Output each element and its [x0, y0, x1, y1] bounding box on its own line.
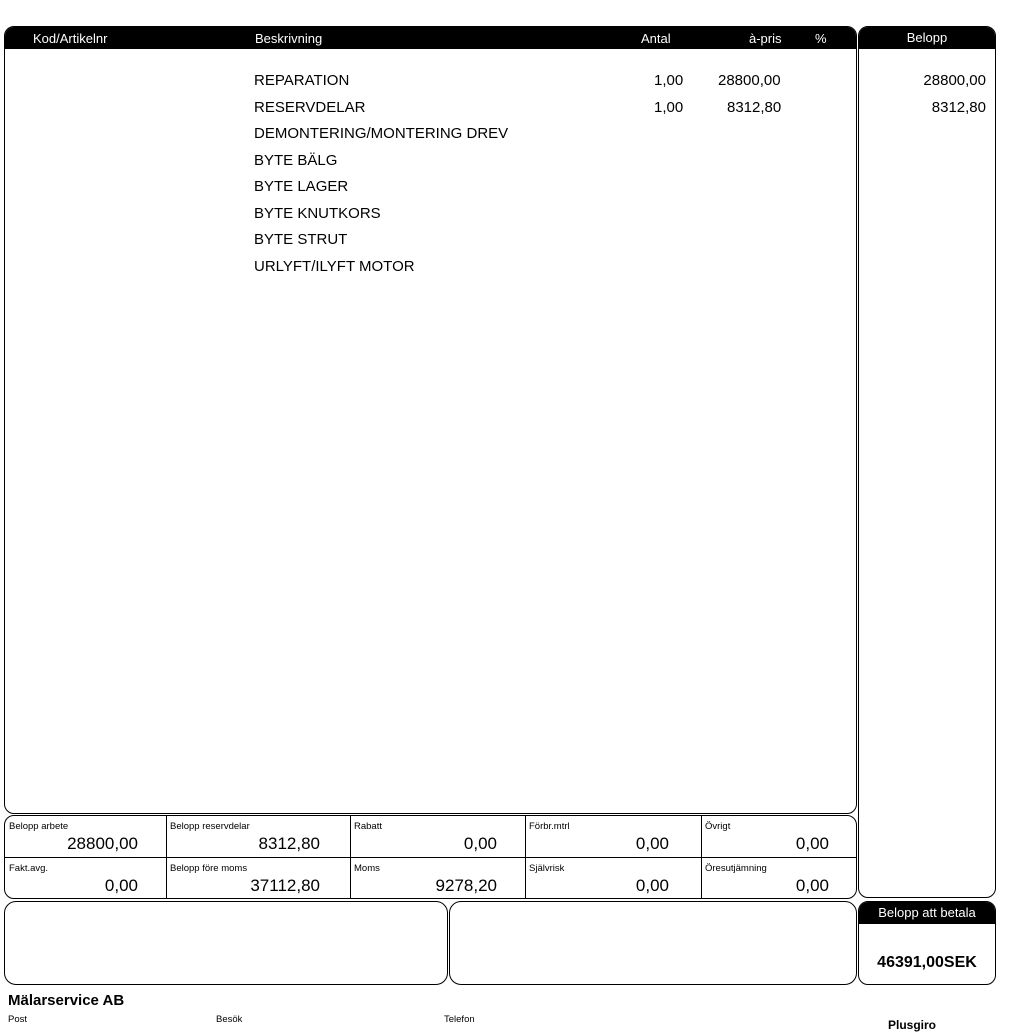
footer-plusgiro-label: Plusgiro: [888, 1018, 937, 1032]
summary-value: 28800,00: [67, 834, 138, 853]
items-table: [4, 26, 857, 814]
amount-to-pay-box: [858, 901, 996, 985]
company-name: Mälarservice AB: [8, 992, 125, 1009]
column-header-code: Kod/Artikelnr: [33, 31, 108, 46]
summary-oresutjamning: [701, 858, 857, 899]
summary-value: 8312,80: [258, 834, 320, 853]
summary-label: Fakt.avg.: [9, 863, 49, 874]
summary-value: 9278,20: [435, 876, 497, 895]
summary-belopp-reservdelar: [166, 816, 350, 857]
summary-ovrigt: [701, 816, 857, 857]
footer-phone-label: Telefon: [444, 1014, 475, 1025]
summary-moms: [350, 858, 525, 899]
notes-box-middle: [449, 901, 857, 985]
summary-grid: [4, 815, 857, 899]
row-description: BYTE BÄLG: [254, 152, 338, 169]
summary-sjalvrisk: [525, 858, 701, 899]
summary-label: Belopp arbete: [9, 821, 69, 832]
column-header-description: Beskrivning: [255, 31, 323, 46]
summary-label: Belopp före moms: [170, 863, 248, 874]
row-description: BYTE STRUT: [254, 231, 348, 248]
summary-value: 0,00: [104, 876, 138, 895]
summary-label: Moms: [354, 863, 380, 874]
summary-belopp-fore-moms: [166, 858, 350, 899]
summary-label: Belopp reservdelar: [170, 821, 250, 832]
summary-value: 0,00: [795, 834, 829, 853]
summary-label: Självrisk: [529, 863, 565, 874]
footer-visit-label: Besök: [216, 1014, 243, 1025]
summary-value: 0,00: [795, 876, 829, 895]
summary-label: Rabatt: [354, 821, 382, 832]
column-header-amount: Belopp: [859, 27, 995, 49]
summary-belopp-arbete: [5, 816, 166, 857]
row-amount: 28800,00: [923, 72, 986, 89]
row-description: RESERVDELAR: [254, 99, 366, 116]
notes-box-left: [4, 901, 448, 985]
row-description: REPARATION: [254, 72, 350, 89]
row-description: BYTE LAGER: [254, 178, 349, 195]
summary-rabatt: [350, 816, 525, 857]
amount-column: [858, 26, 996, 898]
amount-to-pay-total: 46391,00SEK: [877, 954, 977, 971]
summary-label: Övrigt: [705, 821, 731, 832]
row-description: BYTE KNUTKORS: [254, 205, 381, 222]
column-header-percent: %: [815, 31, 827, 46]
amount-to-pay-label: Belopp att betala: [859, 902, 995, 924]
summary-value: 0,00: [635, 876, 669, 895]
row-unit-price: 8312,80: [727, 99, 782, 116]
items-table-header: [5, 27, 856, 49]
summary-forbr-mtrl: [525, 816, 701, 857]
row-quantity: 1,00: [654, 99, 684, 116]
summary-value: 0,00: [463, 834, 497, 853]
summary-value: 0,00: [635, 834, 669, 853]
row-quantity: 1,00: [654, 72, 684, 89]
column-header-unit-price: à-pris: [749, 31, 782, 46]
summary-fakt-avg: [5, 858, 166, 899]
summary-value: 37112,80: [250, 876, 320, 895]
row-description: URLYFT/ILYFT MOTOR: [254, 258, 415, 275]
summary-label: Förbr.mtrl: [529, 821, 570, 832]
column-header-quantity: Antal: [641, 31, 671, 46]
summary-label: Öresutjämning: [705, 863, 767, 874]
row-amount: 8312,80: [931, 99, 986, 116]
row-description: DEMONTERING/MONTERING DREV: [254, 125, 509, 142]
footer-post-label: Post: [8, 1014, 28, 1025]
row-unit-price: 28800,00: [718, 72, 781, 89]
